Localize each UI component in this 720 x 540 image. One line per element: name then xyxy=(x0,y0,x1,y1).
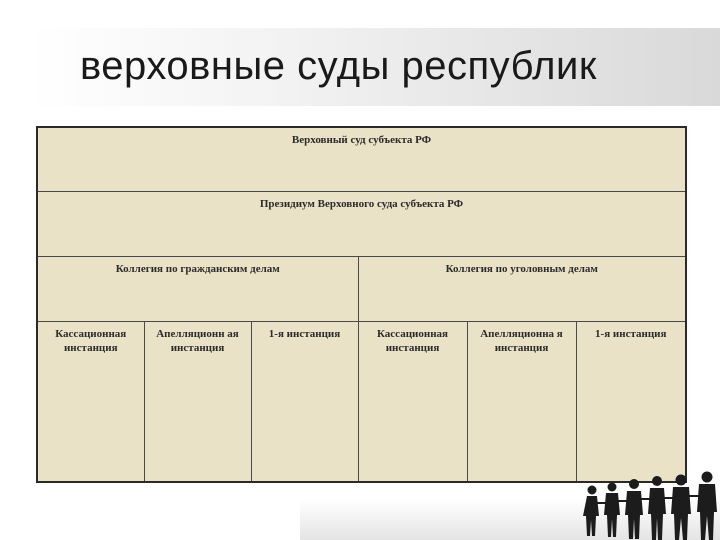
supreme-court-cell: Верховный суд субъекта РФ xyxy=(37,127,686,192)
civil-cassation-cell: Кассационная инстанция xyxy=(37,322,144,483)
criminal-cassation-cell: Кассационная инстанция xyxy=(358,322,467,483)
criminal-collegium-cell: Коллегия по уголовным делам xyxy=(358,257,686,322)
criminal-appeal-cell: Апелляционна я инстанция xyxy=(467,322,576,483)
civil-collegium-cell: Коллегия по гражданским делам xyxy=(37,257,358,322)
civil-appeal-cell: Апелляционн ая инстанция xyxy=(144,322,251,483)
presidium-cell: Президиум Верховного суда субъекта РФ xyxy=(37,192,686,257)
civil-first-instance-cell: 1-я инстанция xyxy=(251,322,358,483)
slide-title: верховные суды республик xyxy=(80,44,597,88)
people-silhouettes-icon xyxy=(560,440,720,540)
criminal-first-instance-cell: 1-я инстанция xyxy=(576,322,686,483)
court-structure-table xyxy=(36,126,687,483)
